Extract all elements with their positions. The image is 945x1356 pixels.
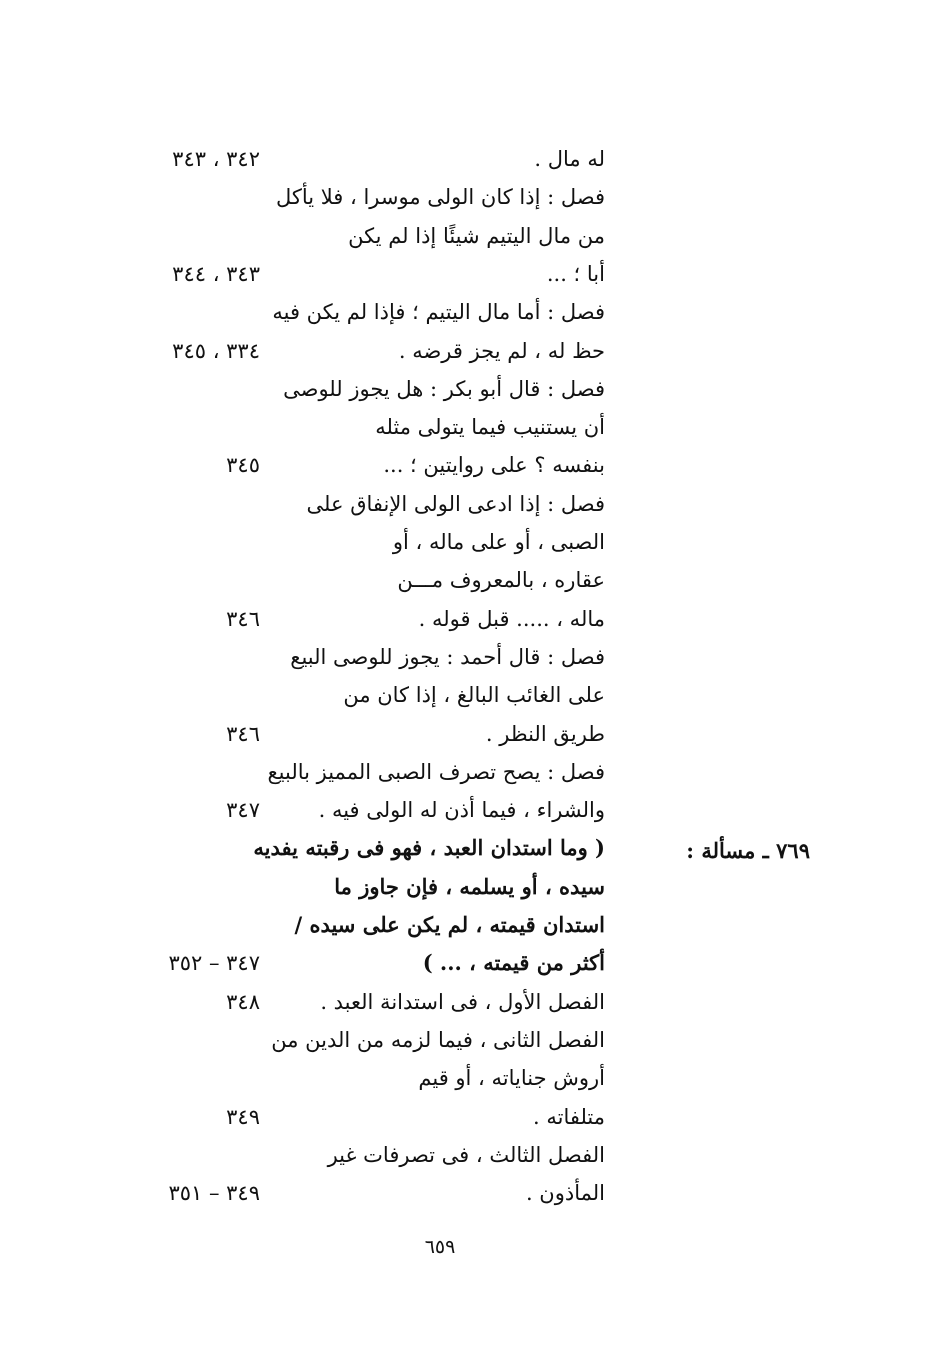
index-entry xyxy=(0,868,945,906)
entry-text: فصل : قال أحمد : يجوز للوصى البيع xyxy=(290,644,605,669)
entry-page-range: ٣٤٢ ، ٣٤٣ xyxy=(172,147,260,171)
index-entry xyxy=(0,561,945,599)
index-entry xyxy=(0,791,945,829)
entry-text: ماله ، ..... قبل قوله . xyxy=(418,606,605,631)
entry-text: الفصل الأول ، فى استدانة العبد . xyxy=(320,989,605,1014)
entry-text: ( وما استدان العبد ، فهو فى رقبته يفديه xyxy=(253,835,605,861)
entry-text: الفصل الثالث ، فى تصرفات غير xyxy=(327,1142,605,1167)
index-entry xyxy=(0,217,945,255)
entry-text: فصل : إذا ادعى الولى الإنفاق على xyxy=(306,491,605,516)
index-entry xyxy=(0,255,945,293)
entry-text: فصل : أما مال اليتيم ؛ فإذا لم يكن فيه xyxy=(272,300,605,325)
entry-text: استدان قيمته ، لم يكن على سيده / xyxy=(294,912,605,937)
entry-page-range: ٣٣٤ ، ٣٤٥ xyxy=(172,338,260,363)
entry-page-range: ٣٤٦ xyxy=(226,721,260,746)
entry-text: له مال . xyxy=(534,147,605,171)
index-entry xyxy=(0,1021,945,1059)
index-entry xyxy=(0,753,945,791)
index-entry xyxy=(0,140,945,178)
entry-text: بنفسه ؟ على روايتين ؛ ... xyxy=(383,453,605,478)
index-entry xyxy=(0,600,945,638)
index-entry xyxy=(0,1059,945,1097)
entry-text: عقاره ، بالمعروف مـــن xyxy=(397,568,605,593)
entry-text: متلفاته . xyxy=(532,1104,605,1129)
entry-text: الفصل الثانى ، فيما لزمه من الدين من xyxy=(271,1027,605,1052)
entry-page-range: ٣٤٧ xyxy=(226,798,260,823)
index-entry xyxy=(0,638,945,676)
entry-page-range: ٣٤٥ xyxy=(226,453,260,478)
entry-text: فصل : يصح تصرف الصبى المميز بالبيع xyxy=(267,759,605,784)
index-entry xyxy=(0,332,945,370)
index-entry xyxy=(0,906,945,944)
entry-text: أبا ؛ ... xyxy=(546,261,605,286)
index-entry xyxy=(0,1098,945,1136)
entry-text: طريق النظر . xyxy=(485,721,605,746)
entry-page-range: ٣٤٦ xyxy=(226,606,260,631)
entry-text: أن يستنيب فيما يتولى مثله xyxy=(375,415,605,440)
entry-page-range: ٣٤٧ – ٣٥٢ xyxy=(168,951,260,976)
index-entry xyxy=(0,676,945,714)
entry-text: الصبى ، أو على ماله ، أو xyxy=(392,530,605,554)
entry-text: سيده ، أو يسلمه ، فإن جاوز ما xyxy=(334,873,605,899)
index-entry xyxy=(0,408,945,446)
page-number: ٦٥٩ xyxy=(424,1236,456,1258)
entry-page-range: ٣٤٨ xyxy=(226,989,260,1014)
index-entry xyxy=(0,446,945,484)
index-entry xyxy=(0,370,945,408)
entry-text: فصل : قال أبو بكر : هل يجوز للوصى xyxy=(283,376,605,401)
entry-text: أكثر من قيمته ، ... ) xyxy=(422,950,605,976)
index-entry xyxy=(0,293,945,331)
entry-page-range: ٣٤٣ ، ٣٤٤ xyxy=(172,261,260,286)
index-entry xyxy=(0,485,945,523)
index-entry xyxy=(0,944,945,982)
index-entry xyxy=(0,1174,945,1212)
entry-text: والشراء ، فيما أذن له الولى فيه . xyxy=(318,798,605,823)
masala-label: ٧٦٩ ـ مسألة : xyxy=(686,838,810,863)
index-entry xyxy=(0,715,945,753)
entry-page-range: ٣٤٩ – ٣٥١ xyxy=(168,1181,260,1206)
entry-text: حظ له ، لم يجز قرضه . xyxy=(398,338,605,363)
index-entry xyxy=(0,1136,945,1174)
entry-text: فصل : إذا كان الولى موسرا ، فلا يأكل xyxy=(275,185,605,210)
entry-text: أروش جناياته ، أو قيم xyxy=(418,1066,605,1091)
entry-text: من مال اليتيم شيئًا إذا لم يكن xyxy=(348,223,605,248)
entry-text: على الغائب البالغ ، إذا كان من xyxy=(343,683,605,708)
entry-text: المأذون . xyxy=(525,1181,605,1206)
index-entry xyxy=(0,178,945,216)
entry-page-range: ٣٤٩ xyxy=(226,1104,260,1129)
index-entry xyxy=(0,983,945,1021)
index-entry xyxy=(0,523,945,561)
